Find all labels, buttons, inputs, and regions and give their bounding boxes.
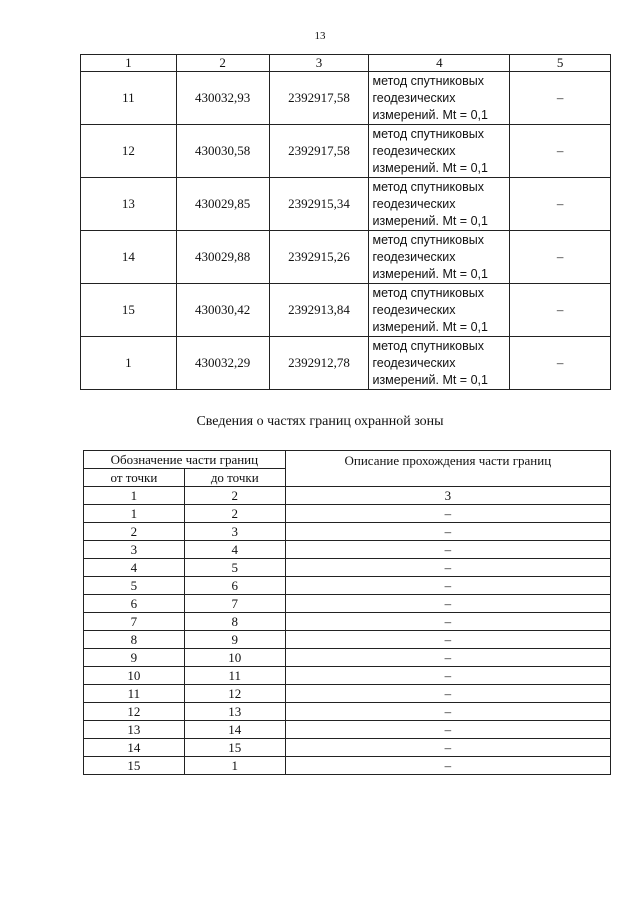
method-line: измерений. Mt = 0,1 — [372, 372, 488, 387]
method-line: метод спутниковых — [372, 179, 484, 194]
method-line: геодезических — [372, 355, 456, 370]
part-description: – — [285, 721, 610, 739]
table-row — [84, 631, 611, 649]
table-row — [84, 757, 611, 775]
to-point: 8 — [184, 613, 285, 631]
boundary-parts-table — [83, 450, 611, 775]
method-line: геодезических — [372, 143, 456, 158]
column-number-5: 5 — [510, 55, 611, 72]
table-row — [84, 721, 611, 739]
method-line: метод спутниковых — [372, 338, 484, 353]
method-line: геодезических — [372, 90, 456, 105]
x-coordinate: 430029,85 — [176, 178, 269, 231]
to-point: 7 — [184, 595, 285, 613]
method-line: метод спутниковых — [372, 232, 484, 247]
method-line: метод спутниковых — [372, 285, 484, 300]
parts-header-row — [84, 451, 611, 469]
from-point: 7 — [84, 613, 185, 631]
note-cell: – — [510, 72, 611, 125]
table-row — [84, 739, 611, 757]
table-row — [81, 178, 611, 231]
table-row — [84, 703, 611, 721]
part-description: – — [285, 667, 610, 685]
note-cell: – — [510, 337, 611, 390]
to-point: 10 — [184, 649, 285, 667]
part-description: – — [285, 631, 610, 649]
part-description-header: Описание прохождения части границ — [285, 451, 610, 487]
method-line: измерений. Mt = 0,1 — [372, 266, 488, 281]
coordinates-table — [80, 54, 611, 390]
from-point: 2 — [84, 523, 185, 541]
note-cell: – — [510, 178, 611, 231]
part-description: – — [285, 595, 610, 613]
from-point: 11 — [84, 685, 185, 703]
y-coordinate: 2392917,58 — [269, 72, 369, 125]
from-point: 13 — [84, 721, 185, 739]
from-point: 12 — [84, 703, 185, 721]
y-coordinate: 2392915,26 — [269, 231, 369, 284]
from-point: 9 — [84, 649, 185, 667]
to-point: 9 — [184, 631, 285, 649]
column-number-2: 2 — [184, 487, 285, 505]
method-line: измерений. Mt = 0,1 — [372, 160, 488, 175]
x-coordinate: 430032,29 — [176, 337, 269, 390]
from-point: 1 — [84, 505, 185, 523]
part-description: – — [285, 577, 610, 595]
part-description: – — [285, 559, 610, 577]
table-row — [84, 667, 611, 685]
x-coordinate: 430032,93 — [176, 72, 269, 125]
y-coordinate: 2392915,34 — [269, 178, 369, 231]
coordinates-header-row — [81, 55, 611, 72]
part-designation-header: Обозначение части границ — [84, 451, 286, 469]
part-description: – — [285, 613, 610, 631]
method-line: измерений. Mt = 0,1 — [372, 213, 488, 228]
column-number-2: 2 — [176, 55, 269, 72]
from-point: 8 — [84, 631, 185, 649]
column-number-1: 1 — [84, 487, 185, 505]
from-point: 15 — [84, 757, 185, 775]
note-cell: – — [510, 125, 611, 178]
note-cell: – — [510, 231, 611, 284]
boundary-parts-table-body — [84, 451, 611, 775]
from-point: 5 — [84, 577, 185, 595]
from-point: 3 — [84, 541, 185, 559]
to-point: 5 — [184, 559, 285, 577]
table-row — [81, 72, 611, 125]
table-row — [81, 231, 611, 284]
to-point: 14 — [184, 721, 285, 739]
point-number: 12 — [81, 125, 177, 178]
point-number: 15 — [81, 284, 177, 337]
part-description: – — [285, 649, 610, 667]
table-row — [84, 577, 611, 595]
part-description: – — [285, 523, 610, 541]
table-row — [81, 284, 611, 337]
table-row — [81, 337, 611, 390]
from-point: 10 — [84, 667, 185, 685]
x-coordinate: 430029,88 — [176, 231, 269, 284]
column-number-3: 3 — [285, 487, 610, 505]
determination-method — [369, 337, 510, 390]
table-row — [84, 505, 611, 523]
from-point: 14 — [84, 739, 185, 757]
parts-numbering-row — [84, 487, 611, 505]
part-description: – — [285, 685, 610, 703]
to-point: 2 — [184, 505, 285, 523]
method-line: геодезических — [372, 196, 456, 211]
part-description: – — [285, 703, 610, 721]
determination-method — [369, 125, 510, 178]
table-row — [84, 595, 611, 613]
table-row — [84, 541, 611, 559]
note-cell: – — [510, 284, 611, 337]
coordinates-table-body — [81, 55, 611, 390]
determination-method — [369, 231, 510, 284]
column-number-1: 1 — [81, 55, 177, 72]
to-point-header: до точки — [184, 469, 285, 487]
y-coordinate: 2392912,78 — [269, 337, 369, 390]
determination-method — [369, 284, 510, 337]
table-row — [81, 125, 611, 178]
method-line: измерений. Mt = 0,1 — [372, 107, 488, 122]
from-point-header: от точки — [84, 469, 185, 487]
to-point: 11 — [184, 667, 285, 685]
column-number-3: 3 — [269, 55, 369, 72]
y-coordinate: 2392917,58 — [269, 125, 369, 178]
part-description: – — [285, 541, 610, 559]
y-coordinate: 2392913,84 — [269, 284, 369, 337]
table-row — [84, 613, 611, 631]
table-row — [84, 685, 611, 703]
to-point: 6 — [184, 577, 285, 595]
to-point: 12 — [184, 685, 285, 703]
from-point: 6 — [84, 595, 185, 613]
x-coordinate: 430030,58 — [176, 125, 269, 178]
table-row — [84, 559, 611, 577]
x-coordinate: 430030,42 — [176, 284, 269, 337]
table-row — [84, 523, 611, 541]
table-row — [84, 649, 611, 667]
determination-method — [369, 178, 510, 231]
to-point: 13 — [184, 703, 285, 721]
point-number: 11 — [81, 72, 177, 125]
point-number: 14 — [81, 231, 177, 284]
point-number: 13 — [81, 178, 177, 231]
method-line: метод спутниковых — [372, 126, 484, 141]
part-description: – — [285, 739, 610, 757]
method-line: измерений. Mt = 0,1 — [372, 319, 488, 334]
part-description: – — [285, 505, 610, 523]
section-title: Сведения о частях границ охранной зоны — [196, 414, 444, 429]
point-number: 1 — [81, 337, 177, 390]
page-number: 13 — [314, 30, 326, 42]
to-point: 4 — [184, 541, 285, 559]
determination-method — [369, 72, 510, 125]
method-line: метод спутниковых — [372, 73, 484, 88]
method-line: геодезических — [372, 302, 456, 317]
part-description: – — [285, 757, 610, 775]
method-line: геодезических — [372, 249, 456, 264]
to-point: 3 — [184, 523, 285, 541]
column-number-4: 4 — [369, 55, 510, 72]
from-point: 4 — [84, 559, 185, 577]
to-point: 1 — [184, 757, 285, 775]
to-point: 15 — [184, 739, 285, 757]
